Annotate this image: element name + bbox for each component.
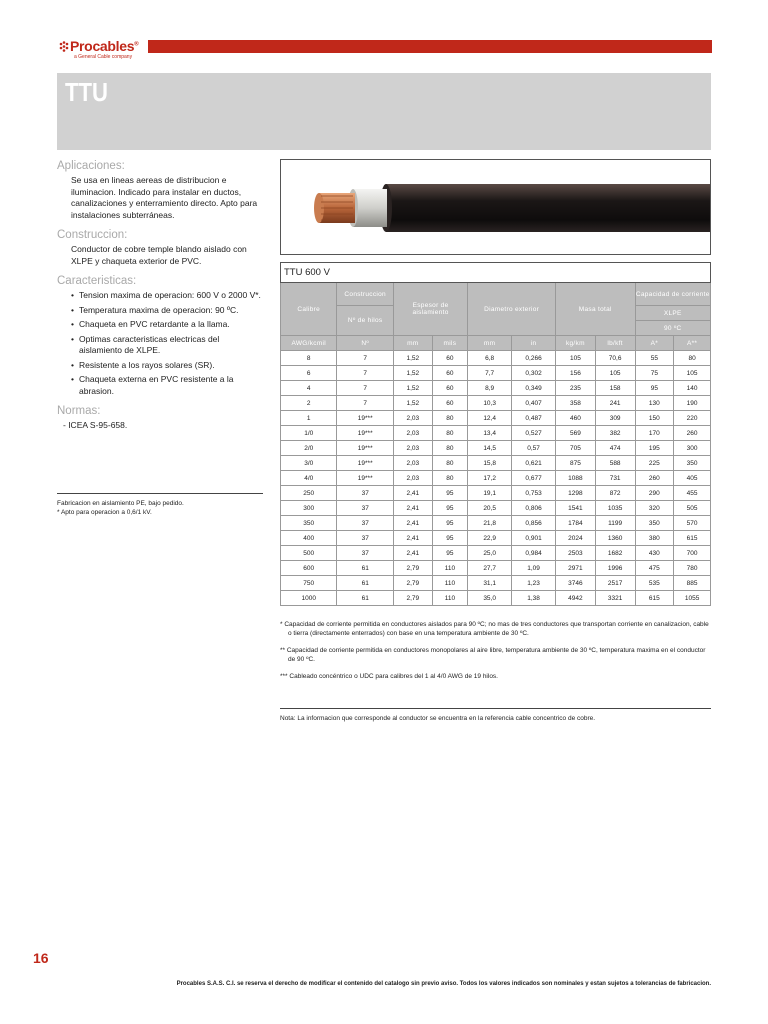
table-row [281, 486, 711, 501]
normas-heading: Normas: [57, 405, 101, 417]
table-cell: 241 [595, 396, 635, 411]
table-cell: 95 [432, 546, 468, 561]
table-cell: 1298 [556, 486, 596, 501]
header-construccion: Construccion [337, 283, 393, 306]
table-cell: 105 [595, 366, 635, 381]
table-cell: 1541 [556, 501, 596, 516]
table-cell: 2,03 [393, 411, 432, 426]
table-cell: 37 [337, 546, 393, 561]
table-cell: 260 [635, 471, 674, 486]
unit-cell: mm [393, 336, 432, 351]
table-cell: 2/0 [281, 441, 337, 456]
table-cell: 95 [432, 516, 468, 531]
list-item: • Tension maxima de operacion: 600 V o 2000 V*. [71, 290, 263, 302]
table-row [281, 381, 711, 396]
table-cell: 105 [674, 366, 711, 381]
table-cell: 1,09 [512, 561, 556, 576]
header-espesor: Espesor de aislamiento [393, 283, 467, 336]
table-cell: 1 [281, 411, 337, 426]
normas-item: - ICEA S-95-658. [63, 420, 128, 430]
table-cell: 110 [432, 576, 468, 591]
table-cell: 80 [674, 351, 711, 366]
table-cell: 2,03 [393, 441, 432, 456]
table-cell: 0,984 [512, 546, 556, 561]
table-cell: 61 [337, 591, 393, 606]
list-item: • Temperatura maxima de operacion: 90 ºC. [71, 305, 263, 317]
table-cell: 80 [432, 426, 468, 441]
table-cell: 37 [337, 501, 393, 516]
table-cell: 1088 [556, 471, 596, 486]
table-cell: 140 [674, 381, 711, 396]
table-cell: 1055 [674, 591, 711, 606]
table-cell: 158 [595, 381, 635, 396]
header-temp: 90 ºC [635, 321, 711, 336]
left-notes [57, 499, 267, 517]
table-cell: 300 [674, 441, 711, 456]
construccion-text: Conductor de cobre temple blando aislado con XLPE y chaqueta exterior de PVC. [71, 244, 247, 266]
caracteristicas-list [71, 290, 263, 397]
table-row [281, 561, 711, 576]
table-row [281, 576, 711, 591]
page-title: TTU [65, 77, 108, 107]
table-cell: 170 [635, 426, 674, 441]
table-cell: 8 [281, 351, 337, 366]
units-row [281, 336, 711, 351]
table-cell: 260 [674, 426, 711, 441]
caracteristicas-heading: Caracteristicas: [57, 275, 137, 287]
table-cell: 150 [635, 411, 674, 426]
table-cell: 400 [281, 531, 337, 546]
table-cell: 19,1 [468, 486, 512, 501]
footnote-2: ** Capacidad de corriente permitida en conductores monopolares al aire libre, temperatura ambiente de 30 ºC, temperatura maxima en el conductor de 90 ºC. [280, 647, 706, 663]
table-row [281, 546, 711, 561]
unit-cell: A* [635, 336, 674, 351]
table-cell: 55 [635, 351, 674, 366]
table-cell: 1996 [595, 561, 635, 576]
cable-image-icon [281, 160, 711, 255]
header-capacidad: Capacidad de corriente [635, 283, 711, 306]
table-cell: 1,52 [393, 381, 432, 396]
table-cell: 2971 [556, 561, 596, 576]
table-cell: 290 [635, 486, 674, 501]
table-cell: 220 [674, 411, 711, 426]
table-cell: 731 [595, 471, 635, 486]
table-cell: 474 [595, 441, 635, 456]
table-cell: 35,0 [468, 591, 512, 606]
table-cell: 320 [635, 501, 674, 516]
table-cell: 405 [674, 471, 711, 486]
table-cell: 570 [674, 516, 711, 531]
table-cell: 505 [674, 501, 711, 516]
unit-cell: kg/km [556, 336, 596, 351]
table-cell: 475 [635, 561, 674, 576]
header-red-bar [148, 40, 712, 53]
table-cell: 535 [635, 576, 674, 591]
table-cell: 195 [635, 441, 674, 456]
table-caption: TTU 600 V [281, 263, 711, 283]
table-cell: 37 [337, 486, 393, 501]
table-cell: 358 [556, 396, 596, 411]
table-cell: 25,0 [468, 546, 512, 561]
table-cell: 12,4 [468, 411, 512, 426]
table-row [281, 351, 711, 366]
unit-cell: lb/kft [595, 336, 635, 351]
table-cell: 2,79 [393, 591, 432, 606]
cable-photo [280, 159, 711, 255]
footnotes [280, 620, 711, 689]
table-cell: 780 [674, 561, 711, 576]
disclaimer: Procables S.A.S. C.I. se reserva el derecho de modificar el contenido del catalogo sin previo aviso. Todos los valores indicados son nominales y estan sujetos a tolerancias de fabricacion. [176, 981, 711, 987]
table-cell: 460 [556, 411, 596, 426]
table-cell: 3321 [595, 591, 635, 606]
table-cell: 1,52 [393, 351, 432, 366]
table-row [281, 501, 711, 516]
unit-cell: Nº [337, 336, 393, 351]
brand-name: Procables® [70, 38, 139, 54]
title-banner [57, 73, 711, 150]
header-nhilos: Nº de hilos [337, 306, 393, 336]
table-cell: 380 [635, 531, 674, 546]
table-cell: 2503 [556, 546, 596, 561]
brand-tagline: a General Cable company [74, 54, 133, 60]
table-cell: 7 [337, 381, 393, 396]
table-cell: 569 [556, 426, 596, 441]
table-cell: 8,9 [468, 381, 512, 396]
table-cell: 3746 [556, 576, 596, 591]
note-voltage: * Apto para operacion a 0,6/1 kV. [57, 509, 152, 516]
table-cell: 4942 [556, 591, 596, 606]
table-cell: 110 [432, 561, 468, 576]
table-cell: 300 [281, 501, 337, 516]
table-cell: 235 [556, 381, 596, 396]
table-cell: 156 [556, 366, 596, 381]
table-cell: 95 [635, 381, 674, 396]
table-cell: 60 [432, 351, 468, 366]
table-cell: 0,487 [512, 411, 556, 426]
table-cell: 75 [635, 366, 674, 381]
table-row [281, 441, 711, 456]
unit-cell: mm [468, 336, 512, 351]
table-cell: 1784 [556, 516, 596, 531]
table-cell: 0,266 [512, 351, 556, 366]
table-cell: 70,6 [595, 351, 635, 366]
table-cell: 1,38 [512, 591, 556, 606]
header-calibre: Calibre [281, 283, 337, 336]
table-cell: 885 [674, 576, 711, 591]
table-cell: 0,856 [512, 516, 556, 531]
table-cell: 190 [674, 396, 711, 411]
table-cell: 7 [337, 366, 393, 381]
table-cell: 6 [281, 366, 337, 381]
table-cell: 19*** [337, 411, 393, 426]
table-cell: 250 [281, 486, 337, 501]
table-cell: 19*** [337, 441, 393, 456]
table-cell: 4/0 [281, 471, 337, 486]
table-cell: 2,03 [393, 471, 432, 486]
table-cell: 14,5 [468, 441, 512, 456]
table-cell: 2517 [595, 576, 635, 591]
table-cell: 7 [337, 396, 393, 411]
table-cell: 6,8 [468, 351, 512, 366]
table-cell: 705 [556, 441, 596, 456]
table-row [281, 531, 711, 546]
aplicaciones-heading: Aplicaciones: [57, 160, 125, 172]
table-cell: 17,2 [468, 471, 512, 486]
table-cell: 2,41 [393, 486, 432, 501]
aplicaciones-text: Se usa en lineas aereas de distribucion e iluminacion. Indicado para instalar en ductos, canalizaciones y enterramiento directo. Apto para instalaciones subterráneas. [71, 175, 258, 220]
page-number: 16 [33, 950, 49, 966]
table-cell: 95 [432, 531, 468, 546]
specs-table [280, 262, 711, 606]
table-cell: 0,806 [512, 501, 556, 516]
table-cell: 7,7 [468, 366, 512, 381]
table-cell: 3/0 [281, 456, 337, 471]
table-cell: 1,52 [393, 396, 432, 411]
logo-dots-icon [58, 40, 70, 54]
table-cell: 1,52 [393, 366, 432, 381]
table-cell: 2024 [556, 531, 596, 546]
table-cell: 0,901 [512, 531, 556, 546]
table-cell: 27,7 [468, 561, 512, 576]
table-cell: 382 [595, 426, 635, 441]
header-xlpe: XLPE [635, 306, 711, 321]
unit-cell: A** [674, 336, 711, 351]
table-row [281, 471, 711, 486]
table-cell: 60 [432, 396, 468, 411]
table-cell: 110 [432, 591, 468, 606]
footnote-divider [280, 708, 711, 709]
footnote-3: *** Cableado concéntrico o UDC para calibres del 1 al 4/0 AWG de 19 hilos. [280, 673, 498, 680]
list-item: • Optimas caracteristicas electricas del aislamiento de XLPE. [71, 334, 263, 357]
table-cell: 350 [281, 516, 337, 531]
table-cell: 61 [337, 576, 393, 591]
table-cell: 700 [674, 546, 711, 561]
header-diametro: Diametro exterior [468, 283, 556, 336]
table-cell: 19*** [337, 426, 393, 441]
table-cell: 0,302 [512, 366, 556, 381]
table-cell: 588 [595, 456, 635, 471]
table-cell: 15,8 [468, 456, 512, 471]
table-cell: 0,677 [512, 471, 556, 486]
table-cell: 500 [281, 546, 337, 561]
table-cell: 872 [595, 486, 635, 501]
table-cell: 95 [432, 486, 468, 501]
note-pe: Fabricacion en aislamiento PE, bajo pedido. [57, 500, 184, 507]
table-cell: 31,1 [468, 576, 512, 591]
brand-logo [58, 38, 148, 68]
table-cell: 2,03 [393, 426, 432, 441]
table-cell: 2,79 [393, 561, 432, 576]
table-cell: 350 [635, 516, 674, 531]
table-row [281, 591, 711, 606]
left-divider [57, 493, 263, 494]
header-masa: Masa total [556, 283, 635, 336]
left-column [57, 160, 263, 430]
table-cell: 750 [281, 576, 337, 591]
table-cell: 2 [281, 396, 337, 411]
table-row [281, 396, 711, 411]
table-cell: 80 [432, 411, 468, 426]
table-cell: 2,41 [393, 546, 432, 561]
table-cell: 615 [635, 591, 674, 606]
table-cell: 225 [635, 456, 674, 471]
table-row [281, 456, 711, 471]
table-cell: 615 [674, 531, 711, 546]
construccion-heading: Construccion: [57, 229, 128, 241]
unit-cell: AWG/kcmil [281, 336, 337, 351]
table-cell: 2,03 [393, 456, 432, 471]
table-cell: 10,3 [468, 396, 512, 411]
table-cell: 37 [337, 531, 393, 546]
table-cell: 0,349 [512, 381, 556, 396]
table-cell: 0,527 [512, 426, 556, 441]
nota-text: Nota: La informacion que corresponde al conductor se encuentra en la referencia cable concentrico de cobre. [280, 715, 596, 722]
table-cell: 2,41 [393, 516, 432, 531]
table-cell: 22,9 [468, 531, 512, 546]
table-row [281, 411, 711, 426]
table-cell: 2,41 [393, 501, 432, 516]
footnote-1: * Capacidad de corriente permitida en conductores aislados para 90 ºC; no mas de tres conductores que transportan corriente en canalizacion, cable o tierra (directamente enterrados) con base en una temperatura ambiente de 30 ºC. [280, 621, 709, 637]
table-cell: 130 [635, 396, 674, 411]
list-item: • Chaqueta externa en PVC resistente a la abrasion. [71, 374, 263, 397]
table-cell: 1000 [281, 591, 337, 606]
table-cell: 21,8 [468, 516, 512, 531]
table-cell: 2,41 [393, 531, 432, 546]
table-cell: 350 [674, 456, 711, 471]
table-cell: 309 [595, 411, 635, 426]
table-cell: 1035 [595, 501, 635, 516]
table-row [281, 516, 711, 531]
table-cell: 2,79 [393, 576, 432, 591]
table-cell: 60 [432, 381, 468, 396]
table-cell: 60 [432, 366, 468, 381]
table-cell: 95 [432, 501, 468, 516]
table-cell: 4 [281, 381, 337, 396]
table-cell: 0,407 [512, 396, 556, 411]
table-cell: 1,23 [512, 576, 556, 591]
table-cell: 0,57 [512, 441, 556, 456]
table-cell: 1682 [595, 546, 635, 561]
table-cell: 13,4 [468, 426, 512, 441]
table-cell: 19*** [337, 456, 393, 471]
table-cell: 80 [432, 456, 468, 471]
unit-cell: in [512, 336, 556, 351]
list-item: • Resistente a los rayos solares (SR). [71, 360, 263, 372]
table-cell: 105 [556, 351, 596, 366]
table-cell: 600 [281, 561, 337, 576]
table-cell: 37 [337, 516, 393, 531]
list-item: • Chaqueta en PVC retardante a la llama. [71, 319, 263, 331]
table-cell: 455 [674, 486, 711, 501]
table-cell: 80 [432, 471, 468, 486]
table-row [281, 426, 711, 441]
table-cell: 1199 [595, 516, 635, 531]
table-cell: 61 [337, 561, 393, 576]
table-cell: 1/0 [281, 426, 337, 441]
table-cell: 20,5 [468, 501, 512, 516]
table-cell: 875 [556, 456, 596, 471]
table-cell: 0,621 [512, 456, 556, 471]
table-cell: 7 [337, 351, 393, 366]
unit-cell: mils [432, 336, 468, 351]
table-cell: 19*** [337, 471, 393, 486]
table-cell: 0,753 [512, 486, 556, 501]
table-cell: 430 [635, 546, 674, 561]
table-row [281, 366, 711, 381]
table-cell: 80 [432, 441, 468, 456]
table-cell: 1360 [595, 531, 635, 546]
